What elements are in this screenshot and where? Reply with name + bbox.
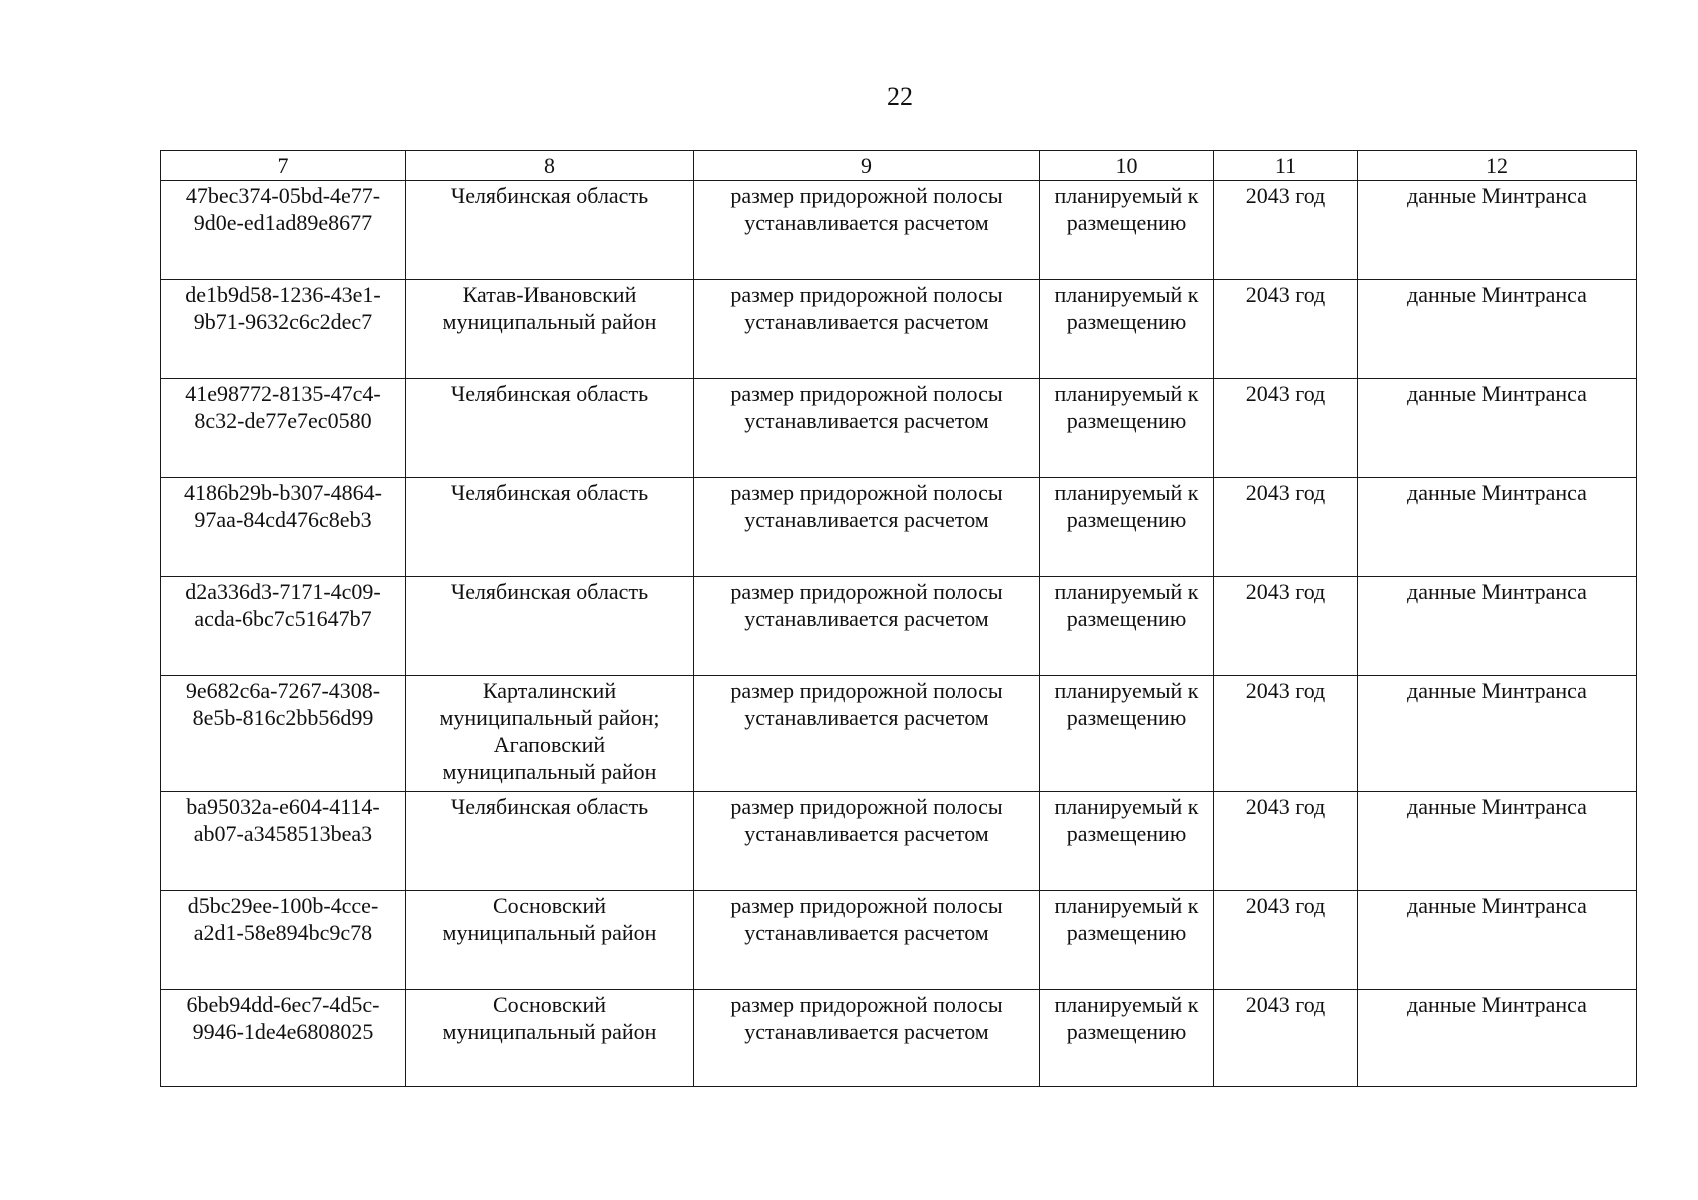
territory-line: муниципальный район <box>442 759 657 784</box>
territory-line: Челябинская область <box>450 183 649 208</box>
description-cell <box>694 478 1040 577</box>
status-line: размещению <box>1066 821 1187 846</box>
description-cell <box>694 792 1040 891</box>
territory-line: Челябинская область <box>450 579 649 604</box>
status-line: размещению <box>1066 408 1187 433</box>
description-line: устанавливается расчетом <box>744 821 989 846</box>
column-header: 7 <box>161 151 406 181</box>
territory-cell <box>406 478 694 577</box>
territory-cell <box>406 891 694 990</box>
territory-line: муниципальный район <box>442 309 657 334</box>
status-cell <box>1040 891 1214 990</box>
description-line: устанавливается расчетом <box>744 309 989 334</box>
object-id-cell <box>161 676 406 792</box>
object-id-cell <box>161 379 406 478</box>
column-header: 8 <box>406 151 694 181</box>
territory-line: муниципальный район <box>442 1019 657 1044</box>
page-number: 22 <box>887 82 913 111</box>
status-line: планируемый к <box>1054 282 1199 307</box>
territory-line: Челябинская область <box>450 381 649 406</box>
status-line: размещению <box>1066 606 1187 631</box>
territory-cell <box>406 577 694 676</box>
object-id-line: 9d0e-ed1ad89e8677 <box>193 210 373 235</box>
object-id-line: d2a336d3-7171-4c09- <box>185 579 381 604</box>
table-row <box>161 577 1637 676</box>
territory-line: Карталинский <box>482 678 617 703</box>
object-id-cell <box>161 577 406 676</box>
status-cell <box>1040 379 1214 478</box>
object-id-cell <box>161 181 406 280</box>
description-line: размер придорожной полосы <box>730 480 1003 505</box>
source-cell: данные Минтранса <box>1358 280 1637 379</box>
status-line: планируемый к <box>1054 794 1199 819</box>
object-id-cell <box>161 891 406 990</box>
description-line: устанавливается расчетом <box>744 920 989 945</box>
description-line: устанавливается расчетом <box>744 1019 989 1044</box>
status-line: планируемый к <box>1054 480 1199 505</box>
table-header-row <box>161 151 1637 181</box>
table-row <box>161 891 1637 990</box>
table-row <box>161 676 1637 792</box>
status-line: размещению <box>1066 705 1187 730</box>
territory-line: Катав-Ивановский <box>462 282 637 307</box>
status-line: планируемый к <box>1054 992 1199 1017</box>
object-id-line: 97aa-84cd476c8eb3 <box>194 507 372 532</box>
description-line: размер придорожной полосы <box>730 579 1003 604</box>
object-id-cell <box>161 478 406 577</box>
object-id-line: acda-6bc7c51647b7 <box>194 606 372 631</box>
description-line: устанавливается расчетом <box>744 408 989 433</box>
status-line: размещению <box>1066 1019 1187 1044</box>
territory-line: Челябинская область <box>450 794 649 819</box>
object-id-line: 9e682c6a-7267-4308- <box>185 678 381 703</box>
source-cell: данные Минтранса <box>1358 676 1637 792</box>
year-cell: 2043 год <box>1214 891 1358 990</box>
year-cell: 2043 год <box>1214 577 1358 676</box>
source-cell: данные Минтранса <box>1358 891 1637 990</box>
description-line: устанавливается расчетом <box>744 507 989 532</box>
territory-line: Сосновский <box>492 992 607 1017</box>
description-line: устанавливается расчетом <box>744 705 989 730</box>
table-row <box>161 990 1637 1087</box>
object-id-line: 47bec374-05bd-4e77- <box>185 183 381 208</box>
description-line: размер придорожной полосы <box>730 893 1003 918</box>
object-id-line: 4186b29b-b307-4864- <box>184 480 382 505</box>
territory-cell <box>406 379 694 478</box>
object-id-cell <box>161 792 406 891</box>
status-cell <box>1040 181 1214 280</box>
table-row <box>161 181 1637 280</box>
object-id-line: de1b9d58-1236-43e1- <box>185 282 381 307</box>
object-id-line: d5bc29ee-100b-4cce- <box>187 893 379 918</box>
year-cell: 2043 год <box>1214 280 1358 379</box>
column-header: 12 <box>1358 151 1637 181</box>
territory-line: Челябинская область <box>450 480 649 505</box>
status-line: размещению <box>1066 507 1187 532</box>
zones-table <box>160 150 1637 1087</box>
year-cell: 2043 год <box>1214 676 1358 792</box>
status-line: планируемый к <box>1054 183 1199 208</box>
description-line: размер придорожной полосы <box>730 183 1003 208</box>
description-cell <box>694 577 1040 676</box>
status-line: размещению <box>1066 309 1187 334</box>
status-line: планируемый к <box>1054 579 1199 604</box>
source-cell: данные Минтранса <box>1358 478 1637 577</box>
object-id-line: ab07-a3458513bea3 <box>193 821 373 846</box>
territory-cell <box>406 990 694 1087</box>
column-header: 9 <box>694 151 1040 181</box>
year-cell: 2043 год <box>1214 181 1358 280</box>
object-id-line: 41e98772-8135-47c4- <box>185 381 381 406</box>
territory-line: муниципальный район <box>442 920 657 945</box>
column-header: 10 <box>1040 151 1214 181</box>
description-cell <box>694 280 1040 379</box>
description-line: размер придорожной полосы <box>730 794 1003 819</box>
status-line: размещению <box>1066 210 1187 235</box>
object-id-line: 6beb94dd-6ec7-4d5c- <box>186 992 380 1017</box>
source-cell: данные Минтранса <box>1358 990 1637 1087</box>
territory-line: муниципальный район; <box>439 705 660 730</box>
source-cell: данные Минтранса <box>1358 379 1637 478</box>
status-cell <box>1040 676 1214 792</box>
territory-cell <box>406 676 694 792</box>
table-row <box>161 792 1637 891</box>
description-line: устанавливается расчетом <box>744 210 989 235</box>
source-cell: данные Минтранса <box>1358 577 1637 676</box>
status-line: планируемый к <box>1054 893 1199 918</box>
status-cell <box>1040 478 1214 577</box>
status-cell <box>1040 280 1214 379</box>
year-cell: 2043 год <box>1214 478 1358 577</box>
territory-cell <box>406 280 694 379</box>
year-cell: 2043 год <box>1214 792 1358 891</box>
description-line: размер придорожной полосы <box>730 282 1003 307</box>
object-id-line: a2d1-58e894bc9c78 <box>193 920 373 945</box>
description-cell <box>694 181 1040 280</box>
description-cell <box>694 379 1040 478</box>
object-id-line: 9946-1de4e6808025 <box>192 1019 374 1044</box>
description-line: размер придорожной полосы <box>730 992 1003 1017</box>
object-id-line: 8c32-de77e7ec0580 <box>194 408 372 433</box>
status-cell <box>1040 577 1214 676</box>
object-id-cell <box>161 280 406 379</box>
status-line: планируемый к <box>1054 381 1199 406</box>
source-cell: данные Минтранса <box>1358 792 1637 891</box>
status-cell <box>1040 990 1214 1087</box>
territory-cell <box>406 181 694 280</box>
description-line: устанавливается расчетом <box>744 606 989 631</box>
territory-line: Сосновский <box>492 893 607 918</box>
territory-line: Агаповский <box>493 732 606 757</box>
status-line: размещению <box>1066 920 1187 945</box>
status-cell <box>1040 792 1214 891</box>
description-line: размер придорожной полосы <box>730 381 1003 406</box>
column-header: 11 <box>1214 151 1358 181</box>
description-cell <box>694 676 1040 792</box>
description-line: размер придорожной полосы <box>730 678 1003 703</box>
status-line: планируемый к <box>1054 678 1199 703</box>
description-cell <box>694 891 1040 990</box>
table-row <box>161 379 1637 478</box>
year-cell: 2043 год <box>1214 379 1358 478</box>
object-id-cell <box>161 990 406 1087</box>
description-cell <box>694 990 1040 1087</box>
territory-cell <box>406 792 694 891</box>
source-cell: данные Минтранса <box>1358 181 1637 280</box>
table-row <box>161 280 1637 379</box>
table-row <box>161 478 1637 577</box>
object-id-line: ba95032a-e604-4114- <box>186 794 380 819</box>
object-id-line: 9b71-9632c6c2dec7 <box>193 309 373 334</box>
object-id-line: 8e5b-816c2bb56d99 <box>192 705 374 730</box>
year-cell: 2043 год <box>1214 990 1358 1087</box>
